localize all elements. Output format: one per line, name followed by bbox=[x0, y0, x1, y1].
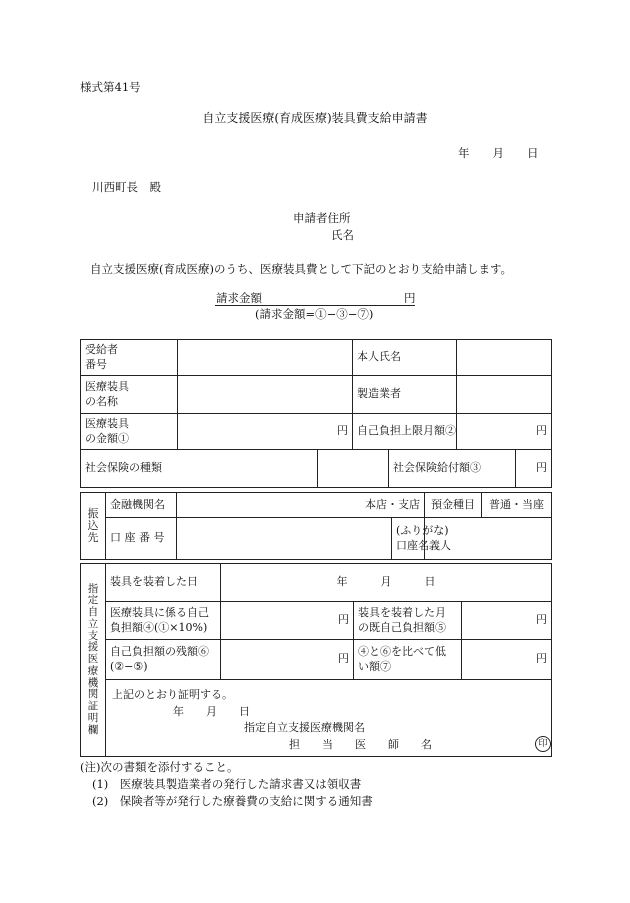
application-table bbox=[80, 339, 552, 488]
certification-area[interactable] bbox=[106, 680, 552, 757]
certification-table bbox=[80, 563, 552, 757]
statement: 自立支援医療(育成医療)のうち、医療装具費として下記のとおり支給申請します。 bbox=[90, 262, 513, 276]
applicant-address-label: 申請者住所 bbox=[293, 211, 351, 225]
self-pay-label: 医療装具に係る自己 負担額④(①×10%) bbox=[106, 602, 221, 640]
person-name-field[interactable] bbox=[457, 340, 552, 376]
cert-date: 年 月 日 bbox=[173, 705, 250, 718]
insurance-type-field[interactable] bbox=[318, 450, 389, 488]
transfer-label: 振 込 先 bbox=[81, 493, 106, 560]
date-line: 年 月 日 bbox=[458, 146, 539, 160]
self-limit-field[interactable]: 円 bbox=[457, 414, 552, 450]
institution-label: 指定自立支援医療機関名 bbox=[244, 721, 365, 734]
note-item-2: (2) 保険者等が発行した療養費の支給に関する通知書 bbox=[92, 794, 373, 808]
person-name-label: 本人氏名 bbox=[353, 340, 457, 376]
account-number-field[interactable] bbox=[177, 518, 392, 560]
form-number: 様式第41号 bbox=[80, 80, 141, 94]
notes-heading: (注)次の書類を添付すること。 bbox=[80, 760, 239, 774]
device-amount-label: 医療装具 の金額① bbox=[81, 414, 178, 450]
bank-branch-field[interactable]: 本店・支店 bbox=[177, 493, 425, 518]
recipient-number-field[interactable] bbox=[178, 340, 353, 376]
device-name-field[interactable] bbox=[178, 376, 353, 414]
claim-amount-label: 請求金額 bbox=[216, 291, 262, 305]
lower-amount-field[interactable]: 円 bbox=[462, 640, 552, 680]
self-pay-field[interactable]: 円 bbox=[221, 602, 354, 640]
month-pay-label: 装具を装着した月 の既自己負担額⑤ bbox=[354, 602, 462, 640]
remaining-label: 自己負担額の残額⑥ (②−⑤) bbox=[106, 640, 221, 680]
certify-text: 上記のとおり証明する。 bbox=[112, 688, 233, 701]
addressee: 川西町長 殿 bbox=[92, 180, 161, 194]
seal-mark: 印 bbox=[535, 736, 551, 752]
insurance-benefit-label: 社会保険給付額③ bbox=[389, 450, 516, 488]
claim-underline bbox=[215, 305, 415, 306]
applicant-name-label: 氏名 bbox=[331, 228, 354, 242]
insurance-benefit-field[interactable]: 円 bbox=[516, 450, 552, 488]
account-holder-label: (ふりがな) 口座名義人 bbox=[392, 518, 425, 560]
claim-formula: (請求金額=①−③−⑦) bbox=[255, 307, 374, 321]
month-pay-field[interactable]: 円 bbox=[462, 602, 552, 640]
fitted-date-label: 装具を装着した日 bbox=[106, 564, 221, 602]
lower-amount-label: ④と⑥を比べて低 い額⑦ bbox=[354, 640, 462, 680]
account-number-label: 口 座 番 号 bbox=[106, 518, 177, 560]
manufacturer-label: 製造業者 bbox=[353, 376, 457, 414]
device-name-label: 医療装具 の名称 bbox=[81, 376, 178, 414]
recipient-number-label: 受給者 番号 bbox=[81, 340, 178, 376]
self-limit-label: 自己負担上限月額② bbox=[353, 414, 457, 450]
note-item-1: (1) 医療装具製造業者の発行した請求書又は領収書 bbox=[92, 777, 362, 791]
transfer-table bbox=[80, 492, 552, 560]
device-amount-field[interactable]: 円 bbox=[178, 414, 353, 450]
insurance-type-label: 社会保険の種類 bbox=[81, 450, 318, 488]
claim-yen: 円 bbox=[404, 291, 416, 305]
bank-name-label: 金融機関名 bbox=[106, 493, 177, 518]
remaining-field[interactable]: 円 bbox=[221, 640, 354, 680]
deposit-type-label: 預金種目 bbox=[425, 493, 482, 518]
manufacturer-field[interactable] bbox=[457, 376, 552, 414]
doctor-label: 担 当 医 師 名 bbox=[289, 738, 432, 751]
certification-side-label: 指 定 自 立 支 援 医 療 機 関 証 明 欄 bbox=[81, 564, 106, 757]
form-title: 自立支援医療(育成医療)装具費支給申請書 bbox=[202, 111, 428, 125]
fitted-date-field[interactable]: 年 月 日 bbox=[221, 564, 552, 602]
deposit-options[interactable]: 普通・当座 bbox=[482, 493, 552, 518]
